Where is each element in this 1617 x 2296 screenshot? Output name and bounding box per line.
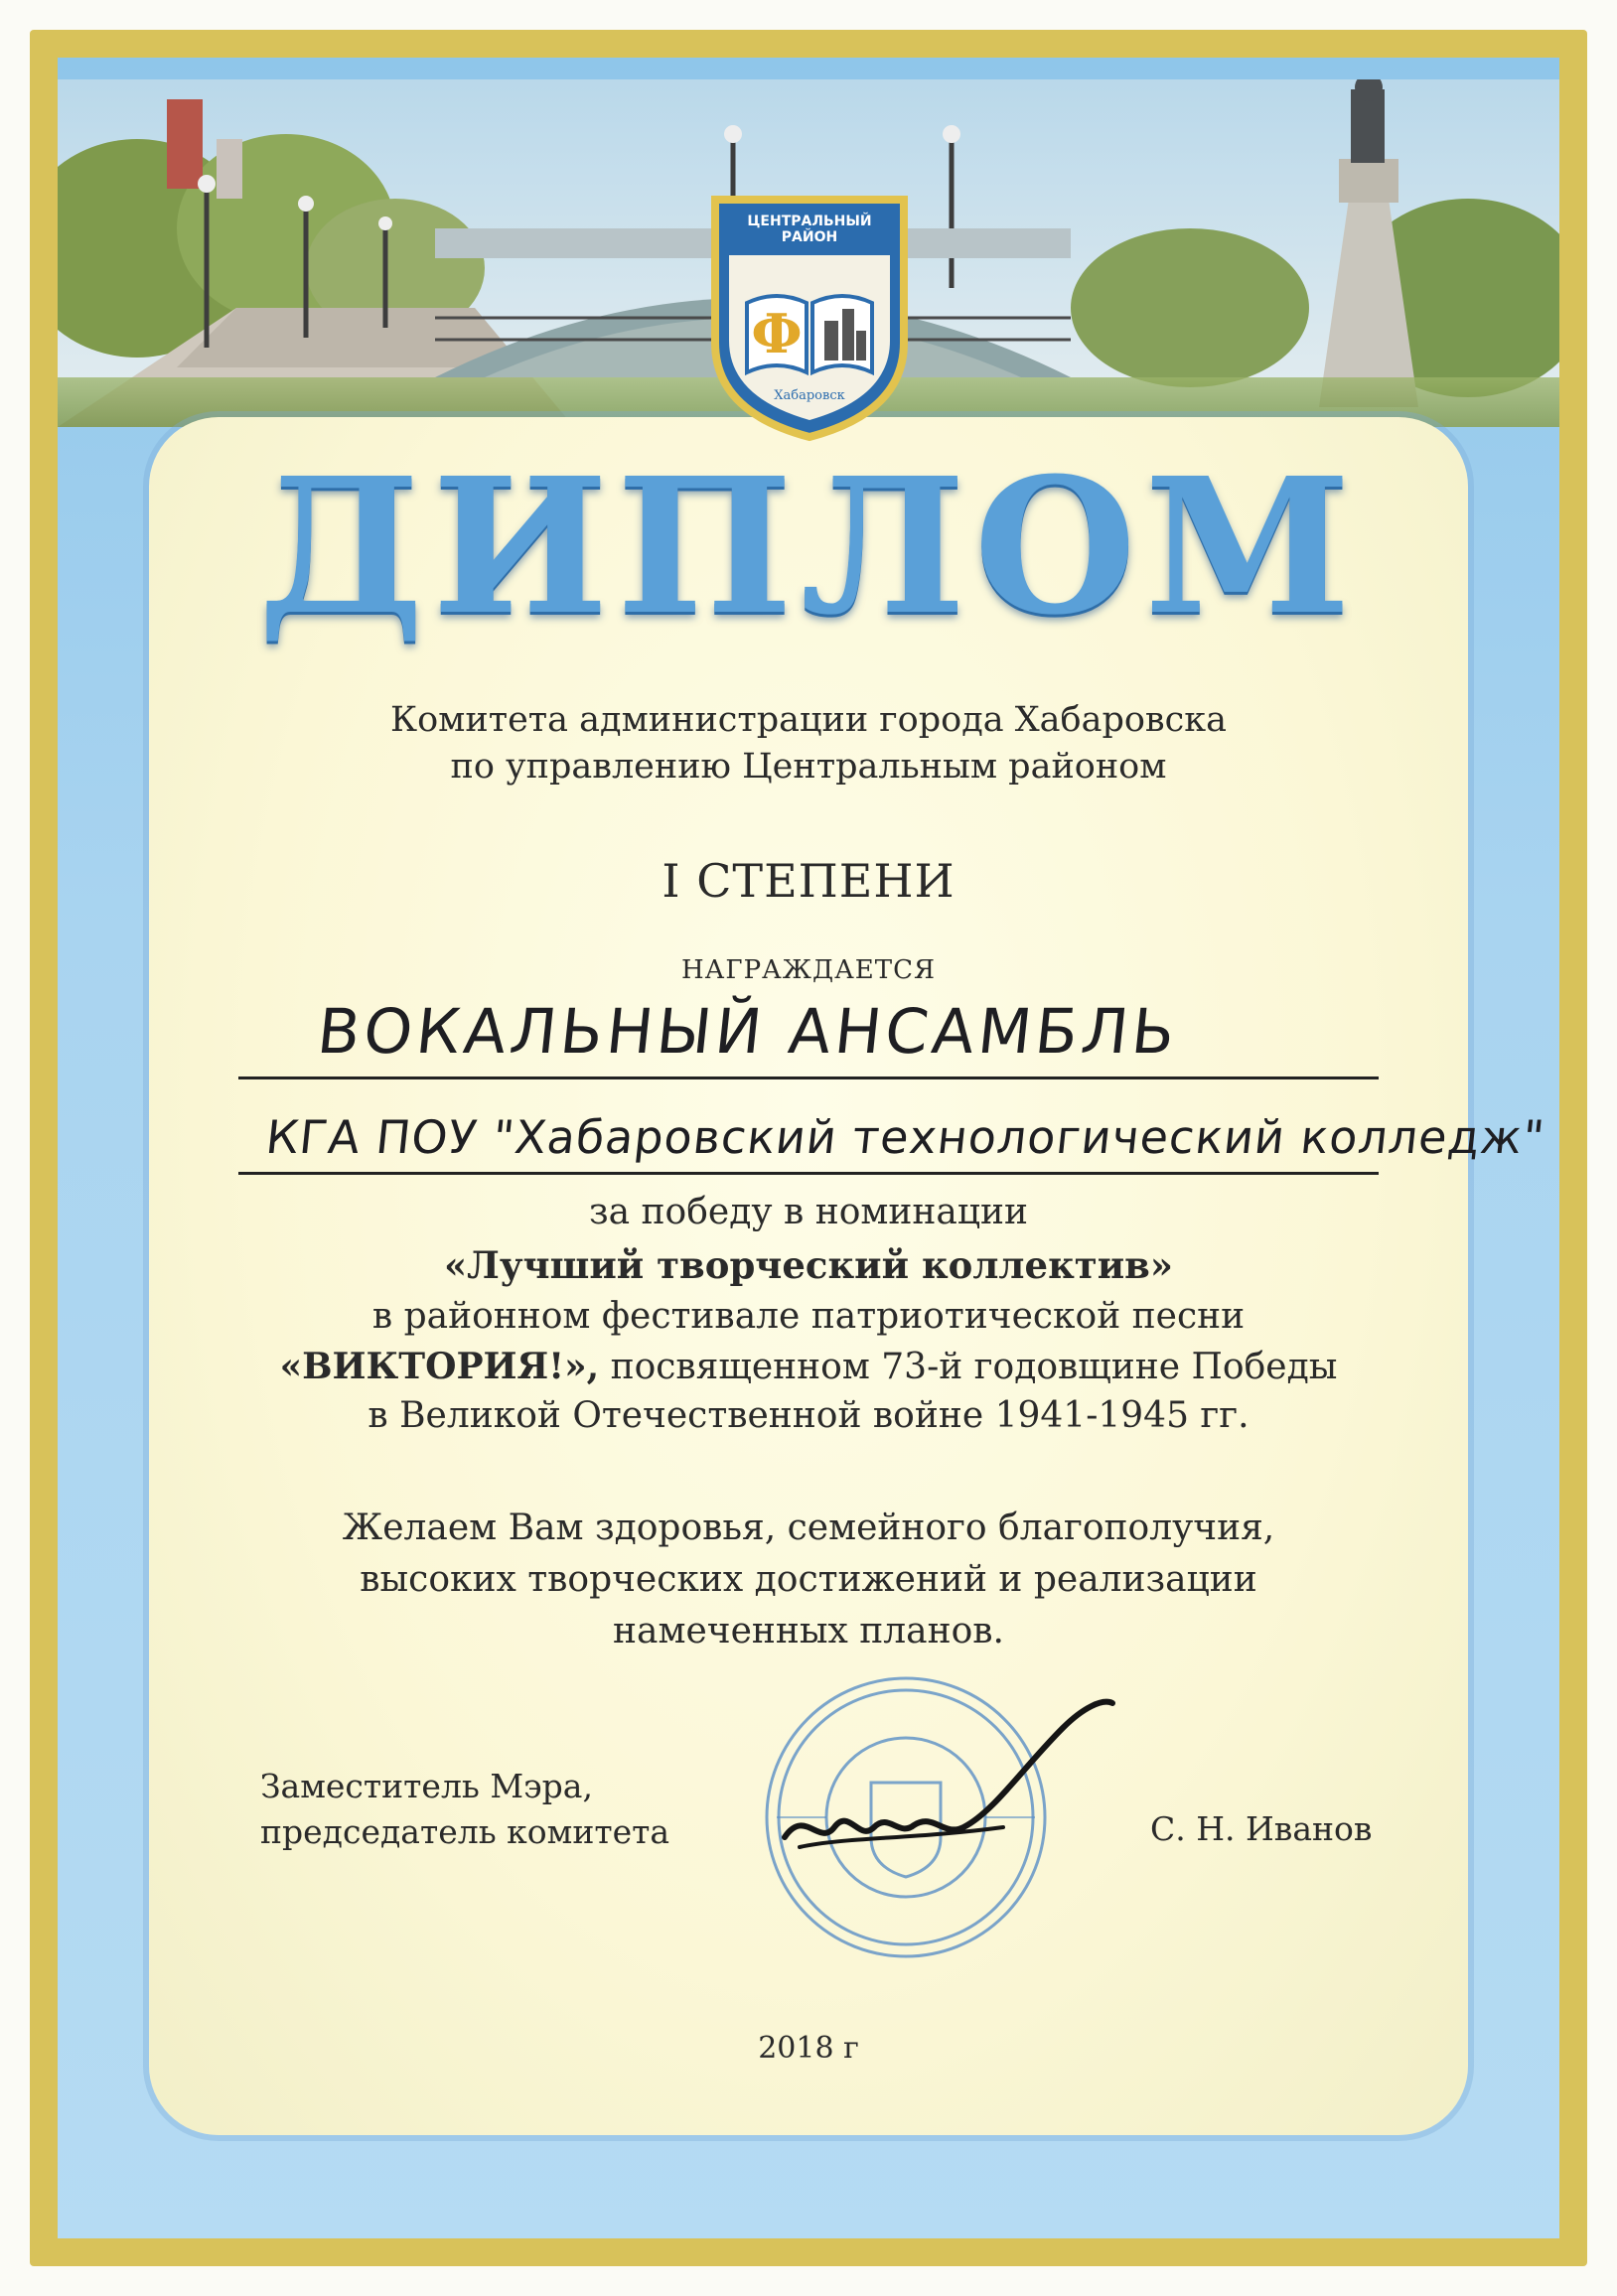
wish-line-2: высоких творческих достижений и реализации [360, 1559, 1257, 1600]
recipient-underline-1 [238, 1076, 1379, 1079]
festival-line-2-rest: посвященном 73-й годовщине Победы [599, 1347, 1338, 1387]
issuer-line-2: по управлению Центральным районом [450, 747, 1167, 787]
recipient-underline-2 [238, 1172, 1379, 1175]
for-victory-text: за победу в номинации [589, 1192, 1028, 1232]
recipient-handwritten-line-1: ВОКАЛЬНЫЙ АНСАМБЛЬ [314, 995, 1183, 1068]
award-degree: I СТЕПЕНИ [662, 854, 956, 908]
issuer-line-1: Комитета администрации города Хабаровска [390, 700, 1227, 740]
document-title: ДИПЛОМ [257, 437, 1360, 656]
document-year: 2018 г [758, 2031, 859, 2066]
emblem-top-text: ЦЕНТРАЛЬНЫЙ РАЙОН [747, 214, 872, 245]
signer-position [260, 1764, 669, 1855]
festival-line-1: в районном фестивале патриотической песни [371, 1296, 1246, 1337]
festival-line-2 [0, 1346, 1617, 1387]
signer-position-line-2: председатель комитета [260, 1812, 670, 1851]
signer-position-line-1: Заместитель Мэра, [260, 1767, 593, 1805]
svg-text:Ф: Ф [751, 302, 803, 365]
emblem-bottom-text: Хабаровск [774, 388, 845, 403]
wish-line-3: намеченных планов. [613, 1611, 1004, 1651]
signer-name: С. Н. Иванов [1150, 1809, 1373, 1848]
signature-icon [765, 1688, 1142, 1887]
awarded-label: НАГРАЖДАЕТСЯ [680, 955, 937, 985]
wish-line-1: Желаем Вам здоровья, семейного благополучия, [342, 1507, 1275, 1548]
festival-line-3: в Великой Отечественной войне 1941-1945 гг. [368, 1395, 1250, 1436]
handwritten-signature [765, 1688, 1142, 1887]
recipient-handwritten-line-2: КГА ПОУ "Хабаровский технологический колледж" [263, 1110, 1548, 1164]
festival-name: «ВИКТОРИЯ!», [279, 1346, 600, 1387]
nomination-title: «Лучший творческий коллектив» [443, 1243, 1173, 1287]
district-emblem [707, 194, 912, 442]
